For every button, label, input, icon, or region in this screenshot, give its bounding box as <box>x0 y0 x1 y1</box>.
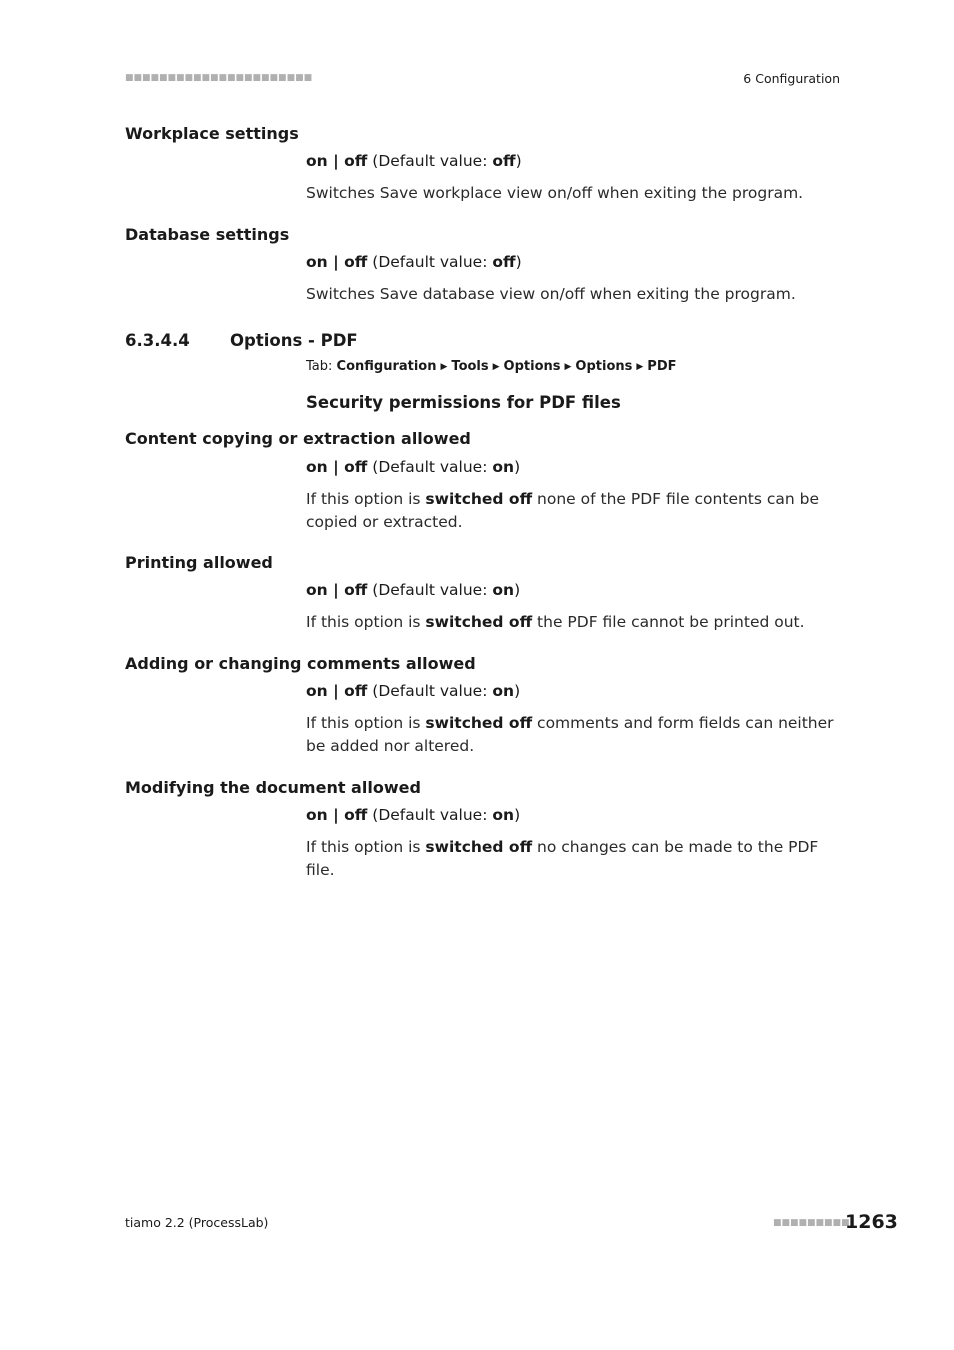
default-value: on <box>492 682 515 700</box>
default-label: (Default value: <box>367 458 493 476</box>
default-label: (Default value: <box>367 152 493 170</box>
value-close: ) <box>514 806 521 824</box>
default-value: on <box>492 581 515 599</box>
value-close: ) <box>514 458 521 476</box>
description-content-copying <box>306 488 846 534</box>
desc-emphasis: switched off <box>425 490 533 508</box>
term-database-settings: Database settings <box>125 225 290 244</box>
breadcrumb-arrow-icon: ▶ <box>440 362 448 372</box>
chapter-title: 6 Configuration <box>743 71 840 86</box>
breadcrumb-arrow-icon: ▶ <box>636 362 644 372</box>
description-database-settings: Switches Save database view on/off when exiting the program. <box>306 285 796 303</box>
default-label: (Default value: <box>367 682 493 700</box>
header-decoration: ■■■■■■■■■■■■■■■■■■■■■■ <box>125 73 313 83</box>
description-modifying-allowed <box>306 836 846 882</box>
desc-emphasis: switched off <box>425 838 533 856</box>
term-modifying-allowed: Modifying the document allowed <box>125 778 421 797</box>
desc-prefix: If this option is <box>306 714 426 732</box>
desc-suffix: no changes can be made to the PDF file. <box>306 838 819 879</box>
value-modifying-allowed <box>306 805 520 825</box>
value-comments-allowed <box>306 681 520 701</box>
default-label: (Default value: <box>367 253 493 271</box>
breadcrumb-options-2: Options <box>575 359 633 374</box>
value-options: on | off <box>306 581 368 599</box>
default-value: on <box>492 806 515 824</box>
breadcrumb-arrow-icon: ▶ <box>492 362 500 372</box>
description-comments-allowed <box>306 712 846 758</box>
value-database-settings <box>306 252 522 272</box>
desc-suffix: the PDF file cannot be printed out. <box>532 613 805 631</box>
breadcrumb-pdf: PDF <box>647 359 677 374</box>
value-options: on | off <box>306 458 368 476</box>
footer-decoration: ■■■■■■■■■ <box>773 1218 850 1228</box>
default-value: off <box>492 253 516 271</box>
desc-prefix: If this option is <box>306 490 426 508</box>
term-workplace-settings: Workplace settings <box>125 124 299 143</box>
desc-emphasis: switched off <box>425 714 533 732</box>
subheading-security-permissions: Security permissions for PDF files <box>306 393 621 412</box>
value-close: ) <box>514 682 521 700</box>
value-close: ) <box>515 152 522 170</box>
page-number: 1263 <box>845 1211 898 1233</box>
breadcrumb-tools: Tools <box>451 359 489 374</box>
section-number: 6.3.4.4 <box>125 331 190 350</box>
description-workplace-settings: Switches Save workplace view on/off when exiting the program. <box>306 184 804 202</box>
tab-path-breadcrumb <box>306 358 677 377</box>
breadcrumb-arrow-icon: ▶ <box>564 362 572 372</box>
tab-path-label: Tab: <box>306 359 337 374</box>
term-comments-allowed: Adding or changing comments allowed <box>125 654 476 673</box>
desc-emphasis: switched off <box>425 613 533 631</box>
default-label: (Default value: <box>367 806 493 824</box>
value-content-copying <box>306 457 520 477</box>
value-options: on | off <box>306 682 368 700</box>
desc-suffix: comments and form fields can neither be added nor altered. <box>306 714 834 755</box>
value-close: ) <box>514 581 521 599</box>
desc-prefix: If this option is <box>306 613 426 631</box>
value-close: ) <box>515 253 522 271</box>
default-label: (Default value: <box>367 581 493 599</box>
description-printing-allowed <box>306 611 846 634</box>
value-printing-allowed <box>306 580 520 600</box>
breadcrumb-options: Options <box>503 359 561 374</box>
section-title: Options - PDF <box>230 331 358 350</box>
term-printing-allowed: Printing allowed <box>125 553 273 572</box>
value-workplace-settings <box>306 151 522 171</box>
desc-prefix: If this option is <box>306 838 426 856</box>
default-value: on <box>492 458 515 476</box>
footer-product-name: tiamo 2.2 (ProcessLab) <box>125 1215 269 1230</box>
value-options: on | off <box>306 152 368 170</box>
default-value: off <box>492 152 516 170</box>
breadcrumb-configuration: Configuration <box>336 359 437 374</box>
value-options: on | off <box>306 806 368 824</box>
desc-suffix: none of the PDF file contents can be copied or extracted. <box>306 490 820 531</box>
term-content-copying: Content copying or extraction allowed <box>125 429 471 448</box>
value-options: on | off <box>306 253 368 271</box>
